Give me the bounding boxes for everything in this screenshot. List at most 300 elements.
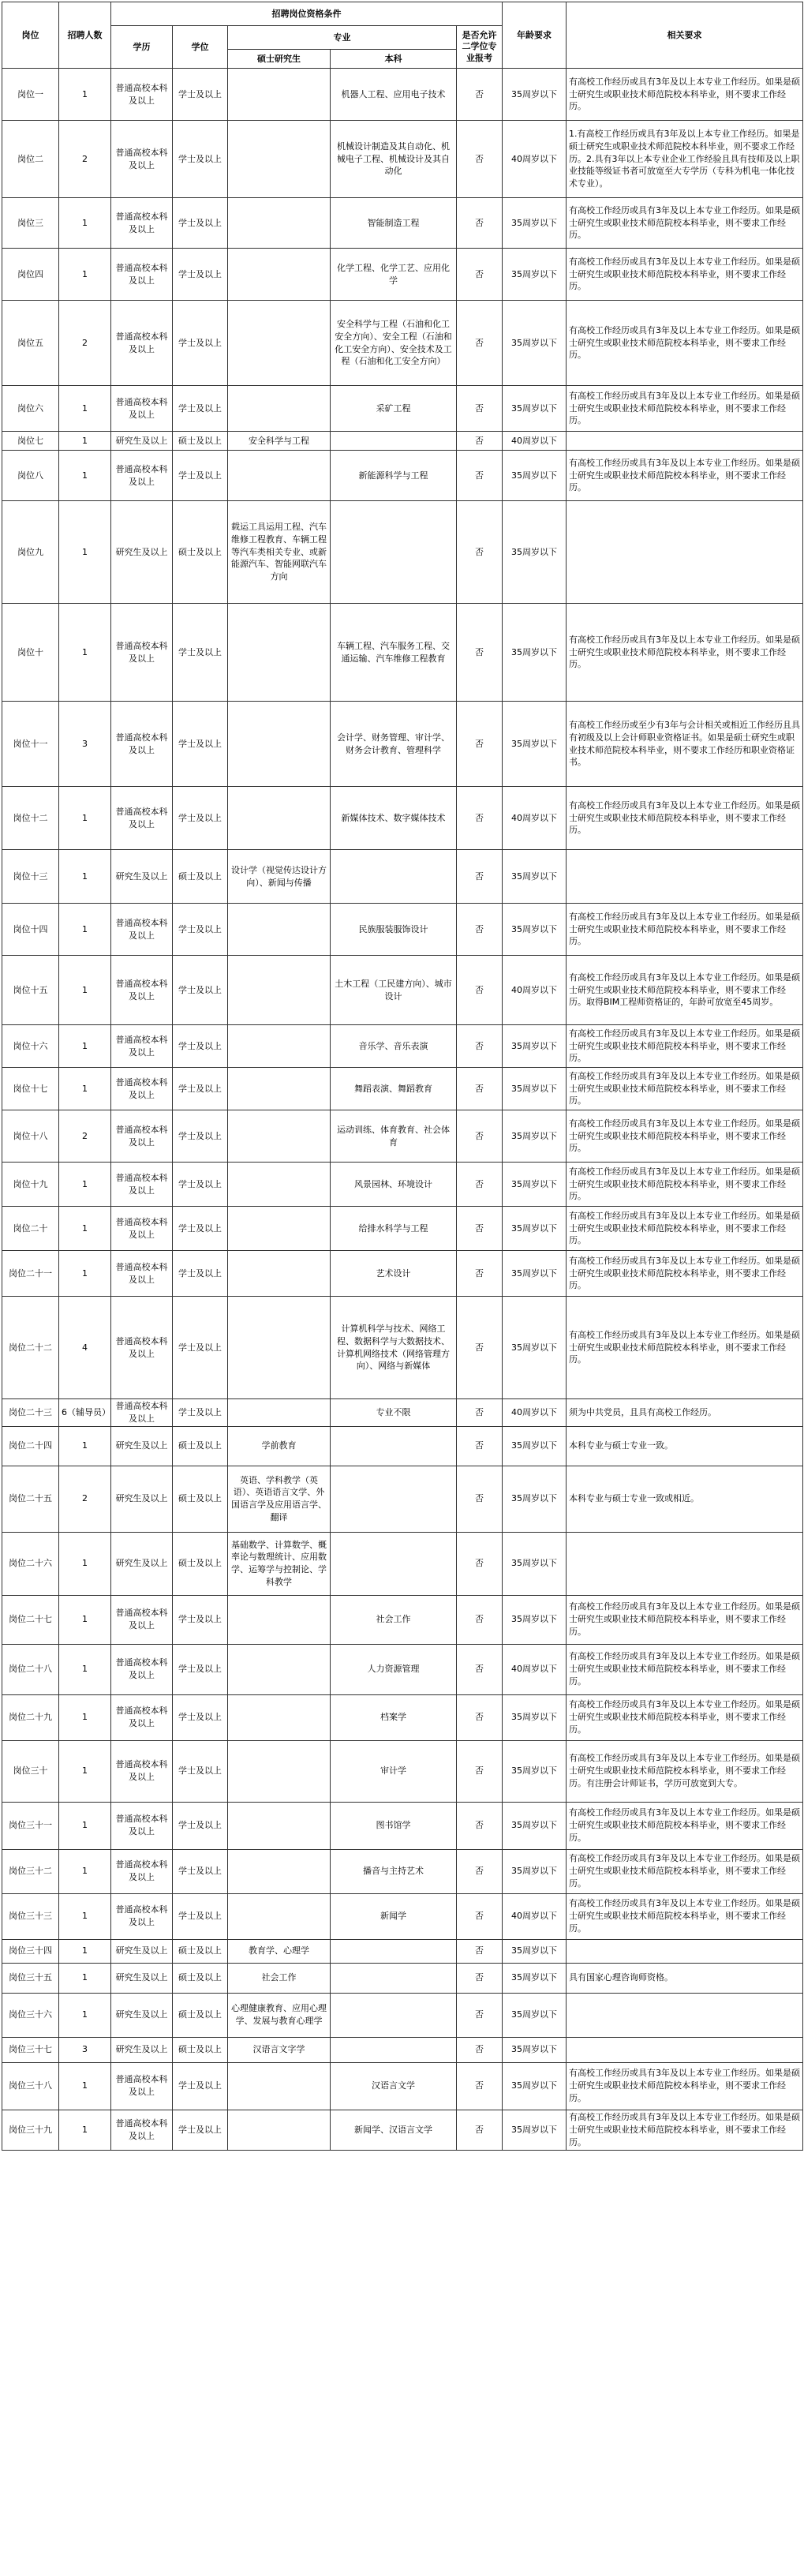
row-graduate-major [228, 451, 331, 501]
row-position: 岗位二十九 [2, 1694, 59, 1740]
row-degree: 硕士及以上 [173, 1963, 228, 1993]
row-position: 岗位三十四 [2, 1939, 59, 1963]
row-allow-second-degree: 否 [457, 1068, 503, 1110]
row-degree: 学士及以上 [173, 702, 228, 787]
row-graduate-major: 基础数学、计算数学、概率论与数理统计、应用数学、运筹学与控制论、学科教学 [228, 1532, 331, 1595]
row-count: 1 [59, 1939, 111, 1963]
row-requirements [567, 501, 803, 604]
row-position: 岗位二十一 [2, 1251, 59, 1297]
row-age: 35周岁以下 [503, 2037, 567, 2062]
row-requirements [567, 2037, 803, 2062]
row-count: 1 [59, 1068, 111, 1110]
row-allow-second-degree: 否 [457, 121, 503, 198]
row-undergraduate-major [331, 1963, 457, 1993]
row-requirements: 有高校工作经历或具有3年及以上本专业工作经历。如果是硕士研究生或职业技术师范院校本科毕业，则不要求工作经历。 [567, 1163, 803, 1207]
row-age: 35周岁以下 [503, 386, 567, 432]
row-age: 40周岁以下 [503, 1399, 567, 1427]
row-undergraduate-major: 舞蹈表演、舞蹈教育 [331, 1068, 457, 1110]
row-education: 普通高校本科及以上 [111, 69, 173, 121]
row-undergraduate-major [331, 1426, 457, 1466]
row-count: 1 [59, 1595, 111, 1644]
row-allow-second-degree: 否 [457, 1740, 503, 1802]
row-requirements: 须为中共党员，且具有高校工作经历。 [567, 1399, 803, 1427]
row-position: 岗位十四 [2, 904, 59, 956]
row-degree: 硕士及以上 [173, 432, 228, 451]
row-undergraduate-major: 民族服装服饰设计 [331, 904, 457, 956]
row-position: 岗位二十三 [2, 1399, 59, 1427]
row-position: 岗位一 [2, 69, 59, 121]
row-graduate-major [228, 249, 331, 301]
table-row [2, 1297, 803, 1399]
row-position: 岗位二十六 [2, 1532, 59, 1595]
row-graduate-major [228, 1694, 331, 1740]
row-education: 普通高校本科及以上 [111, 1163, 173, 1207]
row-age: 35周岁以下 [503, 604, 567, 702]
row-age: 40周岁以下 [503, 787, 567, 850]
row-allow-second-degree: 否 [457, 69, 503, 121]
row-undergraduate-major [331, 2037, 457, 2062]
row-degree: 学士及以上 [173, 121, 228, 198]
row-requirements: 有高校工作经历或具有3年及以上本专业工作经历。如果是硕士研究生或职业技术师范院校本科毕业，则不要求工作经历。 [567, 604, 803, 702]
row-undergraduate-major: 安全科学与工程（石油和化工安全方向）、安全工程（石油和化工安全方向）、安全技术及工程（石油和化工安全方向） [331, 301, 457, 386]
table-row [2, 2110, 803, 2150]
table-row [2, 1068, 803, 1110]
row-count: 2 [59, 301, 111, 386]
row-allow-second-degree: 否 [457, 1532, 503, 1595]
row-graduate-major: 心理健康教育、应用心理学、发展与教育心理学 [228, 1993, 331, 2037]
row-graduate-major [228, 386, 331, 432]
table-row [2, 702, 803, 787]
row-position: 岗位十三 [2, 850, 59, 904]
header-allow-second-degree: 是否允许二学位专业报考 [457, 26, 503, 69]
table-row [2, 1963, 803, 1993]
row-education: 研究生及以上 [111, 1993, 173, 2037]
row-requirements: 有高校工作经历或具有3年及以上本专业工作经历。如果是硕士研究生或职业技术师范院校本科毕业，则不要求工作经历。有注册会计师证书，学历可放宽到大专。 [567, 1740, 803, 1802]
row-requirements: 具有国家心理咨询师资格。 [567, 1963, 803, 1993]
row-graduate-major [228, 301, 331, 386]
row-education: 研究生及以上 [111, 2037, 173, 2062]
row-position: 岗位十 [2, 604, 59, 702]
row-degree: 硕士及以上 [173, 1939, 228, 1963]
row-graduate-major [228, 1399, 331, 1427]
row-education: 普通高校本科及以上 [111, 904, 173, 956]
row-count: 2 [59, 1110, 111, 1163]
row-undergraduate-major: 专业不限 [331, 1399, 457, 1427]
row-age: 35周岁以下 [503, 904, 567, 956]
row-graduate-major [228, 1068, 331, 1110]
row-degree: 学士及以上 [173, 1297, 228, 1399]
row-position: 岗位九 [2, 501, 59, 604]
row-allow-second-degree: 否 [457, 1939, 503, 1963]
row-graduate-major [228, 69, 331, 121]
table-row [2, 1595, 803, 1644]
row-undergraduate-major: 采矿工程 [331, 386, 457, 432]
row-count: 1 [59, 1025, 111, 1068]
row-position: 岗位三十八 [2, 2062, 59, 2110]
table-row [2, 432, 803, 451]
row-undergraduate-major: 新媒体技术、数字媒体技术 [331, 787, 457, 850]
row-count: 1 [59, 1207, 111, 1251]
row-undergraduate-major: 图书馆学 [331, 1802, 457, 1849]
row-graduate-major: 社会工作 [228, 1963, 331, 1993]
row-education: 研究生及以上 [111, 501, 173, 604]
row-undergraduate-major: 车辆工程、汽车服务工程、交通运输、汽车维修工程教育 [331, 604, 457, 702]
row-allow-second-degree: 否 [457, 604, 503, 702]
row-allow-second-degree: 否 [457, 1644, 503, 1694]
row-graduate-major [228, 1025, 331, 1068]
row-requirements: 有高校工作经历或具有3年及以上本专业工作经历。如果是硕士研究生或职业技术师范院校本科毕业，则不要求工作经历。 [567, 1893, 803, 1939]
row-requirements: 有高校工作经历或具有3年及以上本专业工作经历。如果是硕士研究生或职业技术师范院校本科毕业，则不要求工作经历。 [567, 904, 803, 956]
row-age: 35周岁以下 [503, 1963, 567, 1993]
row-education: 普通高校本科及以上 [111, 198, 173, 249]
row-count: 1 [59, 1694, 111, 1740]
row-count: 1 [59, 1893, 111, 1939]
row-education: 普通高校本科及以上 [111, 604, 173, 702]
row-age: 35周岁以下 [503, 1939, 567, 1963]
row-graduate-major [228, 1163, 331, 1207]
row-allow-second-degree: 否 [457, 2062, 503, 2110]
row-allow-second-degree: 否 [457, 1694, 503, 1740]
row-count: 6（辅导员） [59, 1399, 111, 1427]
row-age: 35周岁以下 [503, 1595, 567, 1644]
row-requirements: 有高校工作经历或具有3年及以上本专业工作经历。如果是硕士研究生或职业技术师范院校本科毕业，则不要求工作经历。 [567, 1207, 803, 1251]
row-graduate-major [228, 198, 331, 249]
row-allow-second-degree: 否 [457, 850, 503, 904]
row-graduate-major [228, 1740, 331, 1802]
row-degree: 学士及以上 [173, 1110, 228, 1163]
row-undergraduate-major: 艺术设计 [331, 1251, 457, 1297]
row-requirements: 有高校工作经历或具有3年及以上本专业工作经历。如果是硕士研究生或职业技术师范院校本科毕业，则不要求工作经历。 [567, 787, 803, 850]
row-education: 研究生及以上 [111, 850, 173, 904]
row-position: 岗位十九 [2, 1163, 59, 1207]
row-degree: 学士及以上 [173, 904, 228, 956]
row-age: 35周岁以下 [503, 1532, 567, 1595]
row-degree: 学士及以上 [173, 1399, 228, 1427]
row-requirements: 有高校工作经历或具有3年及以上本专业工作经历。如果是硕士研究生或职业技术师范院校本科毕业，则不要求工作经历。 [567, 1251, 803, 1297]
row-age: 35周岁以下 [503, 1068, 567, 1110]
row-education: 普通高校本科及以上 [111, 2110, 173, 2150]
row-count: 1 [59, 956, 111, 1025]
row-count: 1 [59, 432, 111, 451]
row-count: 3 [59, 702, 111, 787]
row-degree: 学士及以上 [173, 1163, 228, 1207]
row-position: 岗位十七 [2, 1068, 59, 1110]
row-graduate-major [228, 2062, 331, 2110]
row-graduate-major [228, 1207, 331, 1251]
row-count: 1 [59, 69, 111, 121]
row-requirements: 有高校工作经历或具有3年及以上本专业工作经历。如果是硕士研究生或职业技术师范院校本科毕业，则不要求工作经历。 [567, 301, 803, 386]
row-allow-second-degree: 否 [457, 501, 503, 604]
recruitment-table [2, 2, 803, 2151]
table-row [2, 850, 803, 904]
row-requirements: 有高校工作经历或具有3年及以上本专业工作经历。如果是硕士研究生或职业技术师范院校本科毕业，则不要求工作经历。 [567, 1025, 803, 1068]
row-age: 35周岁以下 [503, 198, 567, 249]
row-position: 岗位二十八 [2, 1644, 59, 1694]
table-row [2, 451, 803, 501]
table-row [2, 121, 803, 198]
row-position: 岗位十八 [2, 1110, 59, 1163]
row-degree: 学士及以上 [173, 198, 228, 249]
row-education: 研究生及以上 [111, 1963, 173, 1993]
header-major: 专业 [228, 26, 457, 50]
row-degree: 学士及以上 [173, 1802, 228, 1849]
row-count: 1 [59, 1251, 111, 1297]
header-degree: 学位 [173, 26, 228, 69]
row-undergraduate-major [331, 501, 457, 604]
row-count: 1 [59, 904, 111, 956]
row-education: 普通高校本科及以上 [111, 1025, 173, 1068]
row-degree: 学士及以上 [173, 2062, 228, 2110]
row-requirements: 有高校工作经历或具有3年及以上本专业工作经历。如果是硕士研究生或职业技术师范院校本科毕业，则不要求工作经历。 [567, 198, 803, 249]
table-row [2, 1532, 803, 1595]
row-count: 1 [59, 1532, 111, 1595]
row-position: 岗位二十 [2, 1207, 59, 1251]
row-education: 普通高校本科及以上 [111, 1893, 173, 1939]
row-degree: 学士及以上 [173, 386, 228, 432]
row-allow-second-degree: 否 [457, 2037, 503, 2062]
row-undergraduate-major: 播音与主持艺术 [331, 1849, 457, 1893]
row-allow-second-degree: 否 [457, 1251, 503, 1297]
row-requirements: 有高校工作经历或具有3年及以上本专业工作经历。如果是硕士研究生或职业技术师范院校本科毕业，则不要求工作经历。 [567, 1110, 803, 1163]
table-row [2, 249, 803, 301]
row-requirements: 有高校工作经历或具有3年及以上本专业工作经历。如果是硕士研究生或职业技术师范院校本科毕业，则不要求工作经历。 [567, 1849, 803, 1893]
row-degree: 硕士及以上 [173, 850, 228, 904]
row-undergraduate-major: 人力资源管理 [331, 1644, 457, 1694]
row-count: 1 [59, 1644, 111, 1694]
row-degree: 硕士及以上 [173, 501, 228, 604]
row-allow-second-degree: 否 [457, 787, 503, 850]
row-position: 岗位三十六 [2, 1993, 59, 2037]
row-education: 研究生及以上 [111, 1939, 173, 1963]
row-education: 普通高校本科及以上 [111, 386, 173, 432]
row-education: 普通高校本科及以上 [111, 1399, 173, 1427]
row-requirements: 有高校工作经历或具有3年及以上本专业工作经历。如果是硕士研究生或职业技术师范院校本科毕业，则不要求工作经历。 [567, 1802, 803, 1849]
header-requirements: 相关要求 [567, 2, 803, 69]
row-allow-second-degree: 否 [457, 1399, 503, 1427]
header-age: 年龄要求 [503, 2, 567, 69]
row-undergraduate-major: 新闻学 [331, 1893, 457, 1939]
row-count: 1 [59, 198, 111, 249]
row-requirements [567, 1532, 803, 1595]
row-count: 1 [59, 787, 111, 850]
row-undergraduate-major: 音乐学、音乐表演 [331, 1025, 457, 1068]
row-count: 1 [59, 1163, 111, 1207]
table-row [2, 604, 803, 702]
row-position: 岗位三十一 [2, 1802, 59, 1849]
row-undergraduate-major: 审计学 [331, 1740, 457, 1802]
row-requirements: 有高校工作经历或具有3年及以上本专业工作经历。如果是硕士研究生或职业技术师范院校本科毕业，则不要求工作经历。 [567, 1297, 803, 1399]
row-position: 岗位十五 [2, 956, 59, 1025]
row-undergraduate-major: 会计学、财务管理、审计学、财务会计教育、管理科学 [331, 702, 457, 787]
row-degree: 学士及以上 [173, 1694, 228, 1740]
table-row [2, 1740, 803, 1802]
table-row [2, 2062, 803, 2110]
header-count: 招聘人数 [59, 2, 111, 69]
row-graduate-major [228, 2110, 331, 2150]
row-degree: 学士及以上 [173, 1893, 228, 1939]
row-requirements: 有高校工作经历或具有3年及以上本专业工作经历。如果是硕士研究生或职业技术师范院校本科毕业，则不要求工作经历。 [567, 2062, 803, 2110]
row-age: 35周岁以下 [503, 702, 567, 787]
table-row [2, 1893, 803, 1939]
row-graduate-major: 载运工具运用工程、汽车维修工程教育、车辆工程等汽车类相关专业、或新能源汽车、智能网联汽车方向 [228, 501, 331, 604]
table-row [2, 386, 803, 432]
row-age: 35周岁以下 [503, 1207, 567, 1251]
row-age: 40周岁以下 [503, 956, 567, 1025]
row-count: 1 [59, 2110, 111, 2150]
row-education: 普通高校本科及以上 [111, 1595, 173, 1644]
row-graduate-major: 安全科学与工程 [228, 432, 331, 451]
row-position: 岗位二十五 [2, 1466, 59, 1532]
row-requirements: 有高校工作经历或具有3年及以上本专业工作经历。如果是硕士研究生或职业技术师范院校本科毕业，则不要求工作经历。 [567, 1595, 803, 1644]
row-graduate-major [228, 1644, 331, 1694]
row-undergraduate-major [331, 850, 457, 904]
row-age: 35周岁以下 [503, 1025, 567, 1068]
row-requirements: 有高校工作经历或具有3年及以上本专业工作经历。如果是硕士研究生或职业技术师范院校本科毕业，则不要求工作经历。 [567, 69, 803, 121]
row-age: 40周岁以下 [503, 1893, 567, 1939]
row-education: 普通高校本科及以上 [111, 1694, 173, 1740]
row-requirements [567, 850, 803, 904]
row-count: 2 [59, 1466, 111, 1532]
row-count: 1 [59, 604, 111, 702]
row-requirements [567, 1939, 803, 1963]
row-graduate-major [228, 956, 331, 1025]
row-age: 35周岁以下 [503, 1426, 567, 1466]
row-age: 40周岁以下 [503, 1644, 567, 1694]
row-count: 1 [59, 249, 111, 301]
row-count: 1 [59, 1740, 111, 1802]
row-graduate-major [228, 121, 331, 198]
table-row [2, 301, 803, 386]
row-undergraduate-major: 新闻学、汉语言文学 [331, 2110, 457, 2150]
row-allow-second-degree: 否 [457, 904, 503, 956]
row-count: 1 [59, 501, 111, 604]
table-body [2, 69, 803, 2151]
row-graduate-major [228, 702, 331, 787]
row-age: 35周岁以下 [503, 1993, 567, 2037]
row-degree: 学士及以上 [173, 1207, 228, 1251]
row-degree: 学士及以上 [173, 604, 228, 702]
row-undergraduate-major: 智能制造工程 [331, 198, 457, 249]
table-row [2, 198, 803, 249]
header-qualifications: 招聘岗位资格条件 [111, 2, 503, 26]
row-position: 岗位三十五 [2, 1963, 59, 1993]
row-requirements: 有高校工作经历或具有3年及以上本专业工作经历。如果是硕士研究生或职业技术师范院校本科毕业，则不要求工作经历。 [567, 2110, 803, 2150]
row-count: 1 [59, 1849, 111, 1893]
header-education: 学历 [111, 26, 173, 69]
table-row [2, 1802, 803, 1849]
row-allow-second-degree: 否 [457, 432, 503, 451]
row-degree: 学士及以上 [173, 1595, 228, 1644]
row-position: 岗位七 [2, 432, 59, 451]
row-allow-second-degree: 否 [457, 1426, 503, 1466]
row-education: 普通高校本科及以上 [111, 1740, 173, 1802]
row-age: 35周岁以下 [503, 1802, 567, 1849]
row-position: 岗位三十三 [2, 1893, 59, 1939]
row-count: 1 [59, 1426, 111, 1466]
row-count: 1 [59, 386, 111, 432]
row-allow-second-degree: 否 [457, 956, 503, 1025]
row-age: 35周岁以下 [503, 1251, 567, 1297]
table-row [2, 1426, 803, 1466]
row-undergraduate-major: 土木工程（工民建方向）、城市设计 [331, 956, 457, 1025]
row-undergraduate-major: 化学工程、化学工艺、应用化学 [331, 249, 457, 301]
row-education: 普通高校本科及以上 [111, 1110, 173, 1163]
row-degree: 学士及以上 [173, 1740, 228, 1802]
row-age: 35周岁以下 [503, 501, 567, 604]
row-education: 普通高校本科及以上 [111, 1644, 173, 1694]
row-graduate-major [228, 904, 331, 956]
row-position: 岗位六 [2, 386, 59, 432]
row-degree: 硕士及以上 [173, 1993, 228, 2037]
row-age: 35周岁以下 [503, 249, 567, 301]
row-graduate-major: 英语、学科教学（英语）、英语语言文学、外国语言学及应用语言学、翻译 [228, 1466, 331, 1532]
row-requirements: 1.有高校工作经历或具有3年及以上本专业工作经历。如果是硕士研究生或职业技术师范院校本科毕业，则不要求工作经历。2.具有3年以上本专业企业工作经验且具有技师及以上职业技能等级证书者可放宽至大专学历（专科为机电一体化技术专业）。 [567, 121, 803, 198]
row-graduate-major [228, 1251, 331, 1297]
row-age: 35周岁以下 [503, 2062, 567, 2110]
row-undergraduate-major: 运动训练、体育教育、社会体育 [331, 1110, 457, 1163]
row-age: 35周岁以下 [503, 1163, 567, 1207]
row-education: 普通高校本科及以上 [111, 1207, 173, 1251]
header-position: 岗位 [2, 2, 59, 69]
row-graduate-major: 设计学（视觉传达设计方向）、新闻与传播 [228, 850, 331, 904]
row-position: 岗位十一 [2, 702, 59, 787]
row-education: 研究生及以上 [111, 1532, 173, 1595]
row-graduate-major [228, 1802, 331, 1849]
row-graduate-major [228, 787, 331, 850]
table-row [2, 1644, 803, 1694]
row-requirements [567, 1993, 803, 2037]
row-requirements: 本科专业与硕士专业一致。 [567, 1426, 803, 1466]
row-count: 1 [59, 1802, 111, 1849]
row-education: 研究生及以上 [111, 432, 173, 451]
header-graduate-major: 硕士研究生 [228, 50, 331, 69]
row-undergraduate-major: 档案学 [331, 1694, 457, 1740]
row-allow-second-degree: 否 [457, 1802, 503, 1849]
row-count: 1 [59, 850, 111, 904]
row-allow-second-degree: 否 [457, 702, 503, 787]
row-allow-second-degree: 否 [457, 451, 503, 501]
row-allow-second-degree: 否 [457, 1163, 503, 1207]
row-education: 研究生及以上 [111, 1426, 173, 1466]
row-allow-second-degree: 否 [457, 1025, 503, 1068]
row-age: 35周岁以下 [503, 1740, 567, 1802]
table-row [2, 904, 803, 956]
row-position: 岗位五 [2, 301, 59, 386]
table-row [2, 69, 803, 121]
row-degree: 学士及以上 [173, 1068, 228, 1110]
row-undergraduate-major [331, 432, 457, 451]
row-requirements: 有高校工作经历或具有3年及以上本专业工作经历。如果是硕士研究生或职业技术师范院校本科毕业，则不要求工作经历。 [567, 249, 803, 301]
row-position: 岗位三十 [2, 1740, 59, 1802]
row-age: 35周岁以下 [503, 301, 567, 386]
row-degree: 学士及以上 [173, 1025, 228, 1068]
row-allow-second-degree: 否 [457, 1993, 503, 2037]
row-undergraduate-major: 社会工作 [331, 1595, 457, 1644]
row-education: 普通高校本科及以上 [111, 1849, 173, 1893]
row-education: 普通高校本科及以上 [111, 121, 173, 198]
row-age: 35周岁以下 [503, 1297, 567, 1399]
row-requirements: 有高校工作经历或具有3年及以上本专业工作经历。如果是硕士研究生或职业技术师范院校本科毕业，则不要求工作经历。 [567, 451, 803, 501]
row-undergraduate-major: 风景园林、环境设计 [331, 1163, 457, 1207]
table-row [2, 1993, 803, 2037]
table-row [2, 1025, 803, 1068]
row-position: 岗位十二 [2, 787, 59, 850]
row-requirements: 本科专业与硕士专业一致或相近。 [567, 1466, 803, 1532]
row-position: 岗位三十九 [2, 2110, 59, 2150]
row-degree: 学士及以上 [173, 249, 228, 301]
row-degree: 硕士及以上 [173, 1466, 228, 1532]
row-allow-second-degree: 否 [457, 1893, 503, 1939]
